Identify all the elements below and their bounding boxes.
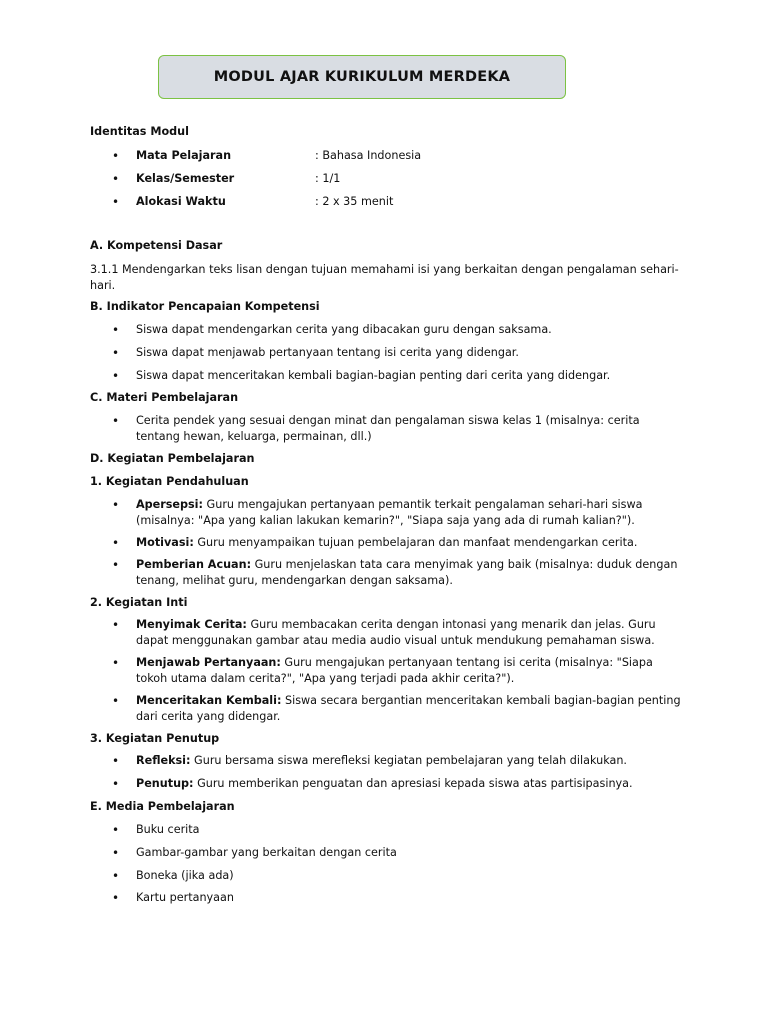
list-item: [136, 655, 681, 687]
item-text: Guru mengajukan pertanyaan pemantik terkait pengalaman sehari-hari siswa (misalnya: "Apa yang kalian lakukan kemarin?", "Siapa saja yang ada di rumah kalian?").: [136, 498, 643, 527]
identitas-label: Mata Pelajaran: [136, 149, 232, 162]
bullet: •: [112, 846, 120, 860]
bullet: •: [112, 869, 120, 883]
bullet: •: [112, 891, 120, 905]
title-box: [158, 55, 566, 99]
section-a-text: 3.1.1 Mendengarkan teks lisan dengan tujuan memahami isi yang berkaitan dengan pengalaman sehari-hari.: [90, 263, 679, 292]
pendahuluan-heading: 1. Kegiatan Pendahuluan: [90, 475, 249, 488]
item-text: Guru membacakan cerita dengan intonasi yang menarik dan jelas. Guru dapat menggunakan gambar atau media audio visual untuk mendukung pemahaman siswa.: [136, 618, 656, 647]
list-item: Siswa dapat mendengarkan cerita yang dibacakan guru dengan saksama.: [136, 323, 552, 336]
list-item: Boneka (jika ada): [136, 869, 234, 882]
item-label: Menjawab Pertanyaan:: [136, 656, 281, 669]
item-label: Penutup:: [136, 777, 194, 790]
item-text: Guru memberikan penguatan dan apresiasi kepada siswa atas partisipasinya.: [193, 777, 633, 790]
identitas-value: : Bahasa Indonesia: [315, 149, 422, 162]
list-item: Kartu pertanyaan: [136, 891, 234, 904]
bullet: •: [112, 536, 120, 550]
bullet: •: [112, 195, 120, 209]
bullet: •: [112, 172, 120, 186]
list-item: [136, 776, 681, 792]
item-text: Guru menyampaikan tujuan pembelajaran dan manfaat mendengarkan cerita.: [193, 536, 638, 549]
bullet: •: [112, 558, 120, 572]
item-label: Menceritakan Kembali:: [136, 694, 282, 707]
identitas-heading: Identitas Modul: [90, 125, 189, 138]
inti-heading: 2. Kegiatan Inti: [90, 596, 188, 609]
bullet: •: [112, 149, 120, 163]
document-title: MODUL AJAR KURIKULUM MERDEKA: [213, 69, 511, 85]
list-item: Gambar-gambar yang berkaitan dengan cerita: [136, 846, 397, 859]
item-label: Motivasi:: [136, 536, 194, 549]
section-c-heading: C. Materi Pembelajaran: [90, 391, 239, 404]
bullet: •: [112, 414, 120, 428]
identitas-value: : 2 x 35 menit: [315, 195, 394, 208]
list-item: [136, 497, 681, 529]
list-item: Siswa dapat menjawab pertanyaan tentang isi cerita yang didengar.: [136, 346, 519, 359]
bullet: •: [112, 754, 120, 768]
identitas-value: : 1/1: [315, 172, 341, 185]
list-item: [136, 535, 681, 551]
item-label: Pemberian Acuan:: [136, 558, 252, 571]
item-text: Guru menjelaskan tata cara menyimak yang baik (misalnya: duduk dengan tenang, melihat guru, mendengarkan dengan saksama).: [136, 558, 678, 587]
list-item: [136, 617, 681, 649]
identitas-label: Alokasi Waktu: [136, 195, 226, 208]
item-text: Guru mengajukan pertanyaan tentang isi cerita (misalnya: "Siapa tokoh utama dalam cerita?", "Apa yang terjadi pada akhir cerita?").: [136, 656, 653, 685]
list-item: Buku cerita: [136, 823, 200, 836]
bullet: •: [112, 346, 120, 360]
bullet: •: [112, 618, 120, 632]
bullet: •: [112, 823, 120, 837]
item-text: Guru bersama siswa merefleksi kegiatan pembelajaran yang telah dilakukan.: [190, 754, 627, 767]
bullet: •: [112, 656, 120, 670]
item-label: Refleksi:: [136, 754, 191, 767]
list-item: [136, 693, 681, 725]
identitas-label: Kelas/Semester: [136, 172, 235, 185]
list-item: [136, 557, 681, 589]
list-item: [136, 753, 681, 769]
bullet: •: [112, 498, 120, 512]
item-label: Menyimak Cerita:: [136, 618, 247, 631]
section-d-heading: D. Kegiatan Pembelajaran: [90, 452, 255, 465]
section-b-heading: B. Indikator Pencapaian Kompetensi: [90, 300, 320, 313]
item-text: Siswa secara bergantian menceritakan kembali bagian-bagian penting dari cerita yang didengar.: [136, 694, 681, 723]
section-e-heading: E. Media Pembelajaran: [90, 800, 235, 813]
list-item: Siswa dapat menceritakan kembali bagian-bagian penting dari cerita yang didengar.: [136, 369, 611, 382]
bullet: •: [112, 369, 120, 383]
item-label: Apersepsi:: [136, 498, 203, 511]
section-a-heading: A. Kompetensi Dasar: [90, 239, 223, 252]
list-item: Cerita pendek yang sesuai dengan minat dan pengalaman siswa kelas 1 (misalnya: cerita tentang hewan, keluarga, permainan, dll.): [136, 414, 640, 443]
bullet: •: [112, 323, 120, 337]
bullet: •: [112, 694, 120, 708]
penutup-heading: 3. Kegiatan Penutup: [90, 732, 220, 745]
bullet: •: [112, 777, 120, 791]
